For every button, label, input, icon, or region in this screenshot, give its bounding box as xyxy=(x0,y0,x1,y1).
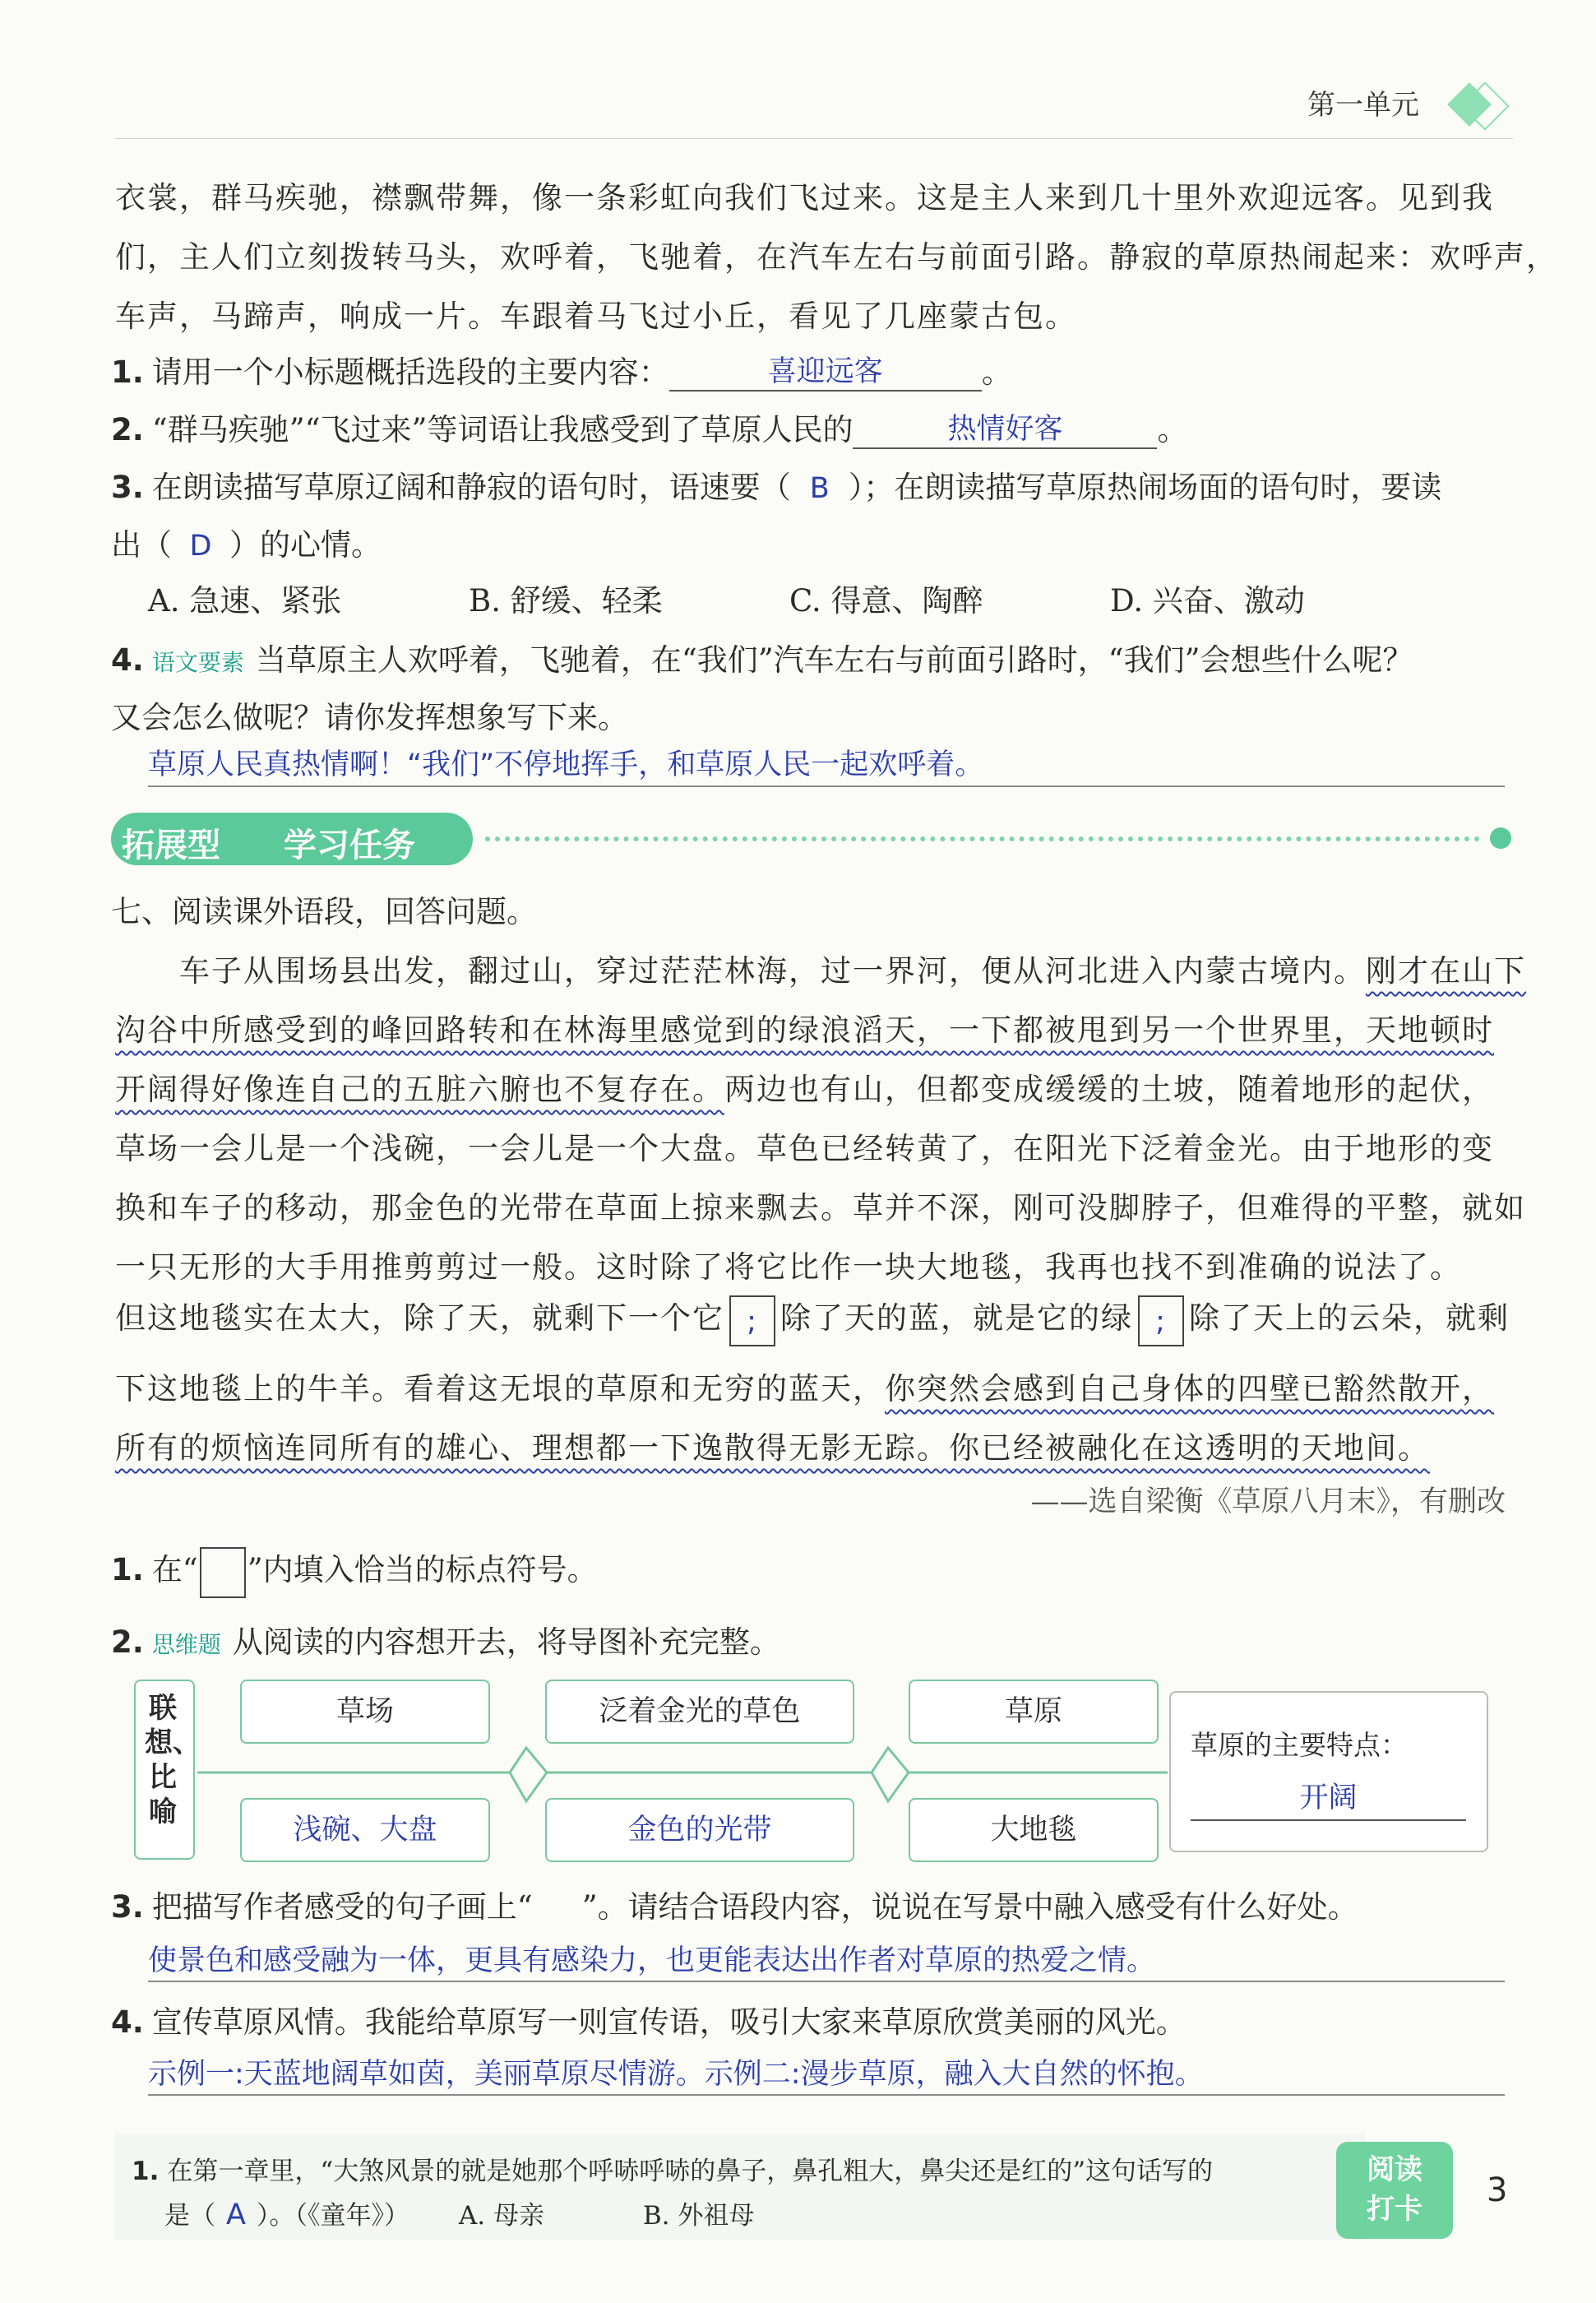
question-1: 1. 请用一个小标题概括选段的主要内容： 喜迎远客 。 xyxy=(111,354,1012,390)
q3-option-b[interactable]: B. 舒缓、轻柔 xyxy=(469,583,663,619)
s7-line3: 开阔得好像连自己的五脏六腑也不复存在。两边也有山，但都变成缓缓的土坡，随着地形的起伏， xyxy=(115,1072,1494,1107)
mindmap-top-2: 泛着金光的草色 xyxy=(545,1680,854,1744)
badge-line1: 阅读 xyxy=(1367,2153,1423,2186)
feature-box xyxy=(1169,1691,1488,1852)
footer-answer[interactable]: A xyxy=(226,2199,246,2231)
q4-tag: 语文要素 xyxy=(151,649,244,676)
s7-question-2: 2. 思维题 从阅读的内容想开去，将导图补充完整。 xyxy=(111,1624,780,1660)
s7-line2: 沟谷中所感受到的峰回路转和在林海里感觉到的绿浪滔天，一下都被甩到另一个世界里，天地顿时 xyxy=(115,1012,1494,1048)
q3-answer-a[interactable]: B xyxy=(809,472,830,505)
s7-line4: 草场一会儿是一个浅碗，一会儿是一个大盘。草色已经转黄了，在阳光下泛着金光。由于地形的变 xyxy=(115,1131,1494,1166)
q3-option-c[interactable]: C. 得意、陶醉 xyxy=(789,583,983,619)
passage1-line2: 们，主人们立刻拨转马头，欢呼着，飞驰着，在汽车左右与前面引路。静寂的草原热闹起来：欢呼声， xyxy=(115,239,1558,275)
reading-checkin-badge[interactable] xyxy=(1336,2142,1453,2239)
q4-answer[interactable]: 草原人民真热情啊！“我们”不停地挥手，和草原人民一起欢呼着。 xyxy=(148,748,984,781)
section7-title: 七、阅读课外语段，回答问题。 xyxy=(111,894,537,929)
s7-question-4: 4. 宣传草原风情。我能给草原写一则宣传语，吸引大家来草原欣赏美丽的风光。 xyxy=(111,2004,1187,2040)
question-4: 4. 语文要素 当草原主人欢呼着，飞驰着，在“我们”汽车左右与前面引路时，“我们”会想些什么呢？ xyxy=(111,642,1413,678)
question-3: 3. 在朗读描写草原辽阔和静寂的语句时，语速要（ B ）；在朗读描写草原热闹场面的语句时，要读 xyxy=(111,470,1442,505)
mindmap-top-1: 草场 xyxy=(240,1680,490,1744)
footer-option-b[interactable]: B. 外祖母 xyxy=(642,2201,755,2231)
s7q3-answer-line xyxy=(148,1981,1505,1982)
feature-label: 草原的主要特点： xyxy=(1191,1729,1408,1761)
page-number: 3 xyxy=(1487,2171,1508,2209)
unit-header: 第一单元 xyxy=(1307,89,1419,122)
section-banner-part1: 拓展型 xyxy=(122,827,220,864)
sample-box xyxy=(200,1547,246,1598)
s7-line8: 下这地毯上的牛羊。看着这无垠的草原和无穷的蓝天，你突然会感到自己身体的四壁已豁然散开， xyxy=(115,1371,1494,1406)
passage1-line3: 车声，马蹄声，响成一片。车跟着马飞过小丘，看见了几座蒙古包。 xyxy=(115,299,1077,334)
s7-source: ——选自梁衡《草原八月末》，有删改 xyxy=(1030,1485,1506,1518)
s7q4-answer-line xyxy=(148,2094,1505,2096)
section-dots xyxy=(485,836,1480,841)
mindmap-bottom-1[interactable]: 浅碗、大盘 xyxy=(240,1798,490,1862)
footer-question-cont: 是（ A ）。（《童年》） A. 母亲 B. 外祖母 xyxy=(164,2199,755,2231)
q2-blank[interactable]: 热情好客 xyxy=(853,418,1157,449)
feature-answer[interactable]: 开阔 xyxy=(1299,1782,1358,1814)
mindmap-bottom-3: 大地毯 xyxy=(909,1798,1159,1862)
s7-line6: 一只无形的大手用推剪剪过一般。这时除了将它比作一块大地毯，我再也找不到准确的说法了。 xyxy=(115,1249,1462,1285)
q3-answer-b[interactable]: D xyxy=(189,530,212,563)
mindmap-bottom-2[interactable]: 金色的光带 xyxy=(545,1798,854,1862)
s7-line7: 但这地毯实在太大，除了天，就剩下一个它 ; 除了天的蓝，就是它的绿 ; 除了天上的云朵，就剩 xyxy=(115,1293,1510,1346)
s7-question-1: 1. 在“ ”内填入恰当的标点符号。 xyxy=(111,1545,598,1598)
s7-line1: 车子从围场县出发，翻过山，穿过茫茫林海，过一界河，便从河北进入内蒙古境内。刚才在山下 xyxy=(179,953,1526,989)
s7q3-answer[interactable]: 使景色和感受融为一体，更具有感染力，也更能表达出作者对草原的热爱之情。 xyxy=(148,1944,1156,1977)
q1-blank[interactable]: 喜迎远客 xyxy=(669,360,982,392)
section-dot-end xyxy=(1490,827,1511,849)
footer-option-a[interactable]: A. 母亲 xyxy=(458,2201,544,2231)
q4-answer-line xyxy=(148,785,1505,787)
badge-line2: 打卡 xyxy=(1367,2193,1423,2226)
punct-box-2[interactable]: ; xyxy=(1138,1295,1184,1346)
q3-option-d[interactable]: D. 兴奋、激动 xyxy=(1110,583,1305,619)
question-3-cont: 出（ D ）的心情。 xyxy=(111,527,382,563)
q3-option-a[interactable]: A. 急速、紧张 xyxy=(148,583,342,619)
punct-box-1[interactable]: ; xyxy=(729,1295,775,1346)
s7q4-answer[interactable]: 示例一:天蓝地阔草如茵，美丽草原尽情游。示例二:漫步草原，融入大自然的怀抱。 xyxy=(148,2058,1204,2091)
mindmap-top-3: 草原 xyxy=(909,1680,1159,1744)
question-2: 2. “群马疾驰”“飞过来”等词语让我感受到了草原人民的 热情好客 。 xyxy=(111,412,1188,447)
s7-question-3: 3. 把描写作者感受的句子画上“ ”。请结合语段内容，说说在写景中融入感受有什么好处。 xyxy=(111,1889,1358,1925)
feature-answer-line xyxy=(1191,1819,1466,1821)
header-rule xyxy=(115,138,1513,139)
s7-line5: 换和车子的移动，那金色的光带在草面上掠来飘去。草并不深，刚可没脚脖子，但难得的平整，就如 xyxy=(115,1190,1526,1226)
section-banner-part2: 学习任务 xyxy=(284,827,415,864)
s7-line9: 所有的烦恼连同所有的雄心、理想都一下逸散得无影无踪。你已经被融化在这透明的天地间。 xyxy=(115,1430,1430,1466)
passage1-line1: 衣裳，群马疾驰，襟飘带舞，像一条彩虹向我们飞过来。这是主人来到几十里外欢迎远客。见到我 xyxy=(115,180,1494,215)
footer-question: 1. 在第一章里，“大煞风景的就是她那个呼哧呼哧的鼻子，鼻孔粗大，鼻尖还是红的”这句话写的 xyxy=(132,2157,1214,2186)
mindmap-side-label: 联想、比喻 xyxy=(145,1692,201,1828)
question-4-cont: 又会怎么做呢？请你发挥想象写下来。 xyxy=(111,700,628,735)
